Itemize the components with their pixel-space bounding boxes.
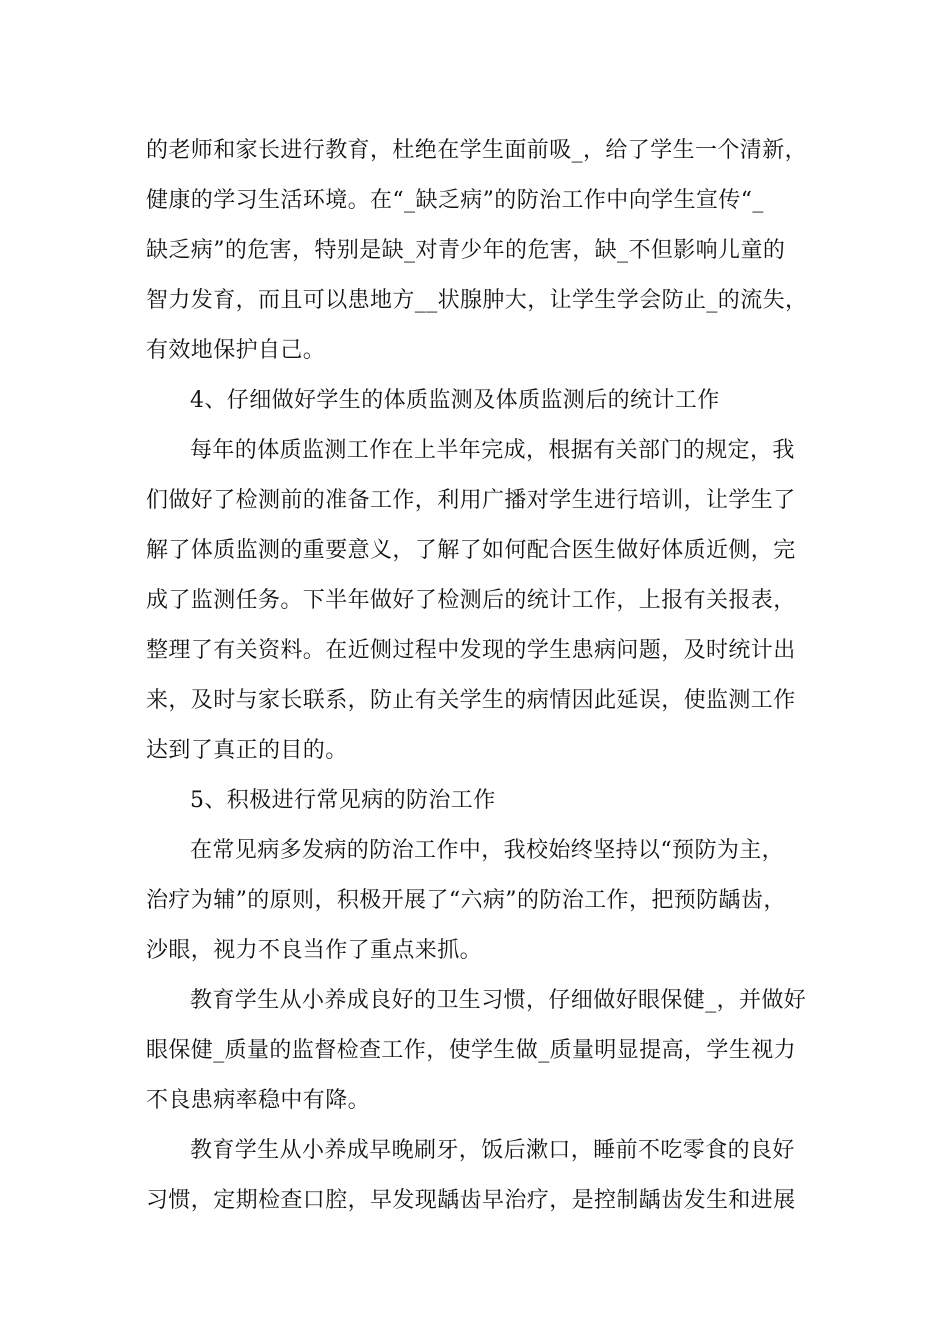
body-text-line: 有效地保护自己。 (146, 338, 326, 363)
body-text-line: 们做好了检测前的准备工作，利用广播对学生进行培训，让学生了 (146, 488, 796, 513)
section-heading: 4、仔细做好学生的体质监测及体质监测后的统计工作 (190, 388, 720, 413)
body-text-line: 沙眼，视力不良当作了重点来抓。 (146, 938, 483, 963)
body-text-line: 缺乏病”的危害，特别是缺_对青少年的危害，缺_不但影响儿童的 (146, 238, 786, 263)
paragraph-first-line: 在常见病多发病的防治工作中，我校始终坚持以“预防为主， (190, 838, 785, 863)
body-text-line: 智力发育，而且可以患地方__状腺肿大，让学生学会防止_的流失， (146, 288, 808, 313)
body-text-line: 眼保健_质量的监督检查工作，使学生做_质量明显提高，学生视力 (146, 1038, 797, 1063)
body-text-line: 治疗为辅”的原则，积极开展了“六病”的防治工作，把预防龋齿， (146, 888, 786, 913)
body-text-line: 解了体质监测的重要意义，了解了如何配合医生做好体质近侧，完 (146, 538, 796, 563)
body-text-line: 整理了有关资料。在近侧过程中发现的学生患病问题，及时统计出 (146, 638, 796, 663)
body-text-line: 的老师和家长进行教育，杜绝在学生面前吸_，给了学生一个清新， (146, 138, 808, 163)
body-text-line: 习惯，定期检查口腔，早发现龋齿早治疗，是控制龋齿发生和进展 (146, 1188, 796, 1213)
body-text-line: 来，及时与家长联系，防止有关学生的病情因此延误，使监测工作 (146, 688, 796, 713)
body-text-line: 健康的学习生活环境。在“_缺乏病”的防治工作中向学生宣传“_ (146, 188, 764, 213)
body-text-line: 不良患病率稳中有降。 (146, 1088, 371, 1113)
section-heading: 5、积极进行常见病的防治工作 (190, 788, 496, 813)
body-text-line: 达到了真正的目的。 (146, 738, 348, 763)
body-text-line: 成了监测任务。下半年做好了检测后的统计工作，上报有关报表， (146, 588, 796, 613)
paragraph-first-line: 教育学生从小养成早晚刷牙，饭后漱口，睡前不吃零食的良好 (190, 1138, 795, 1163)
paragraph-first-line: 每年的体质监测工作在上半年完成，根据有关部门的规定，我 (190, 438, 795, 463)
paragraph-first-line: 教育学生从小养成良好的卫生习惯，仔细做好眼保健_，并做好 (190, 988, 807, 1013)
